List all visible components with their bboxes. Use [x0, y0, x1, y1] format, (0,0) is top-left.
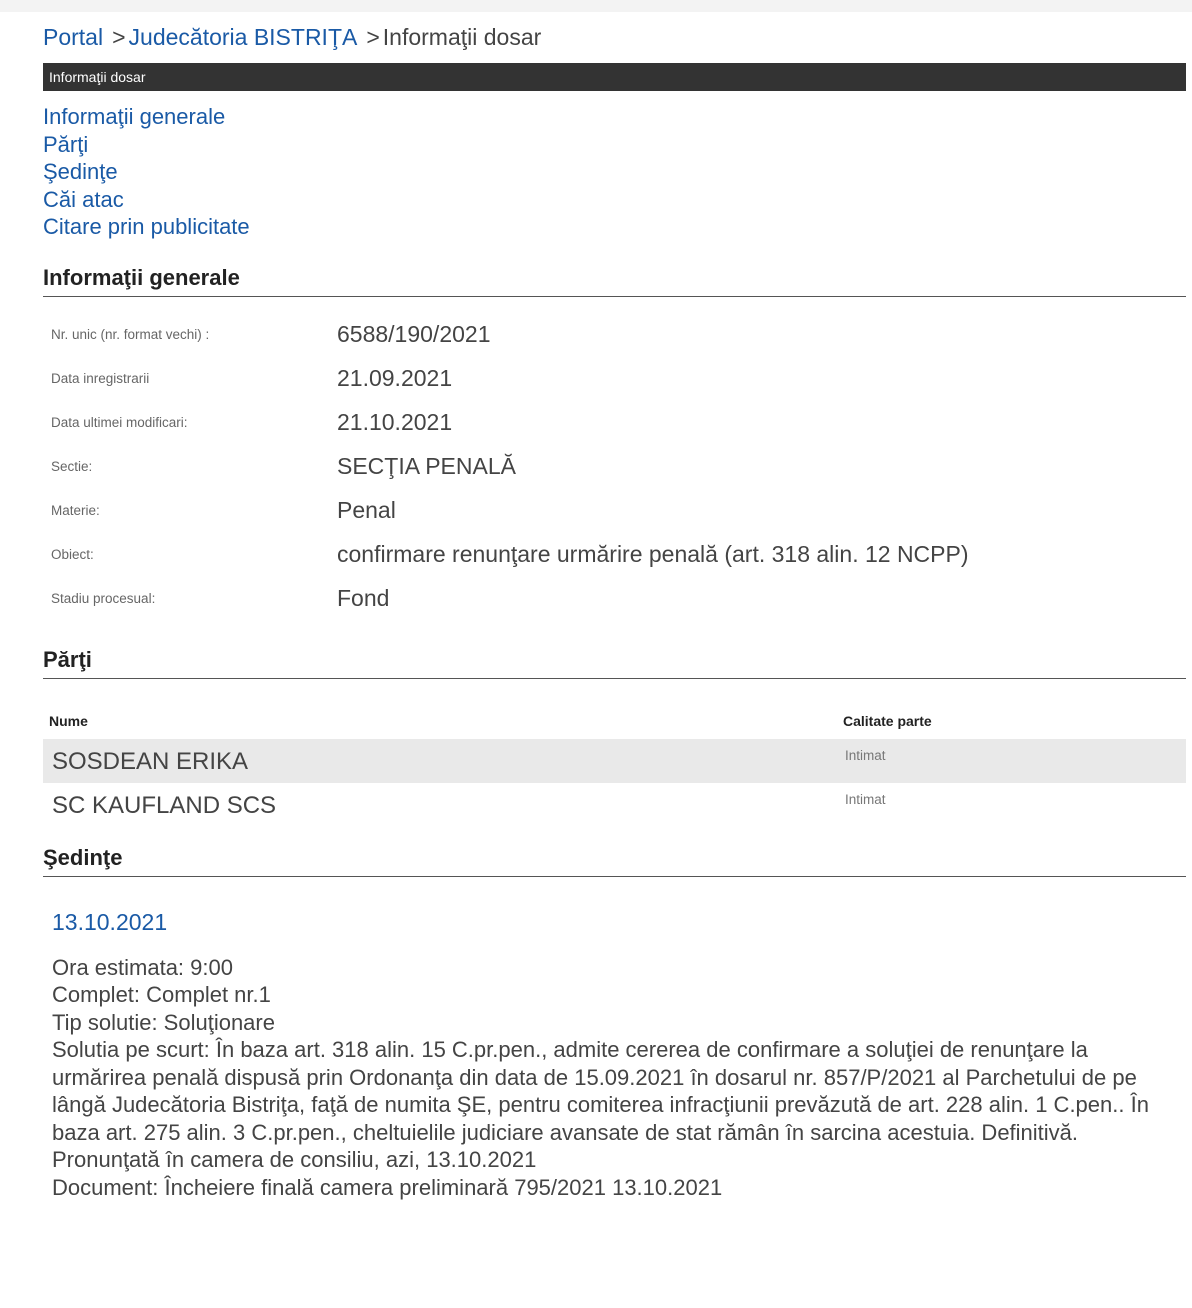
section-heading-sedinte: Şedinţe [43, 845, 1186, 877]
info-row-stadiu-procesual [51, 585, 1186, 629]
nav-link-sedinte[interactable]: Şedinţe [43, 159, 118, 184]
party-name: SOSDEAN ERIKA [52, 747, 249, 775]
breadcrumb-current: Informaţii dosar [382, 24, 542, 50]
nav-link-parti[interactable]: Părţi [43, 131, 89, 157]
party-role: Intimat [845, 791, 886, 807]
nav-link-informatii-generale[interactable]: Informaţii generale [43, 104, 226, 129]
breadcrumb-separator: > [112, 24, 126, 50]
nav-link-citare-prin-publicitate[interactable]: Citare prin publicitate [43, 214, 250, 239]
session-details [52, 954, 1177, 1202]
info-row-data-inregistrarii [51, 365, 1186, 409]
info-row-data-ultimei-modificari [51, 409, 1186, 453]
info-row-nr-unic [51, 321, 1186, 365]
column-header-nume: Nume [49, 712, 88, 729]
parties-table [43, 703, 1186, 827]
info-value: Penal [337, 496, 396, 523]
session-ora-estimata: Ora estimata: 9:00 [52, 954, 233, 980]
info-label: Nr. unic (nr. format vechi) : [51, 326, 210, 342]
section-heading-parti: Părţi [43, 647, 1186, 679]
column-header-calitate-parte: Calitate parte [843, 712, 932, 729]
general-info-table [51, 321, 1186, 629]
page-title-bar: Informaţii dosar [43, 63, 1186, 91]
page-content [43, 20, 1186, 1201]
info-label: Materie: [51, 502, 100, 518]
info-value: confirmare renunţare urmărire penală (art. 318 alin. 12 NCPP) [337, 540, 969, 567]
section-nav [43, 103, 1186, 241]
breadcrumb-portal-link[interactable]: Portal [43, 24, 104, 50]
info-label: Data inregistrarii [51, 370, 150, 386]
info-value: 21.10.2021 [337, 408, 453, 435]
info-label: Data ultimei modificari: [51, 414, 188, 430]
table-row [43, 739, 1186, 783]
info-label: Stadiu procesual: [51, 590, 156, 606]
info-row-materie [51, 497, 1186, 541]
session-item [52, 909, 1177, 1202]
session-complet: Complet: Complet nr.1 [52, 982, 271, 1007]
breadcrumb [43, 20, 1186, 54]
info-value: SECŢIA PENALĂ [337, 452, 516, 479]
section-heading-informatii-generale: Informaţii generale [43, 265, 1186, 297]
session-document: Document: Încheiere finală camera preliminară 795/2021 13.10.2021 [52, 1174, 723, 1200]
session-solutie-pe-scurt: Solutia pe scurt: În baza art. 318 alin. 15 C.pr.pen., admite cererea de confirmare a soluţiei de renunţare la urmărirea penală dispusă prin Ordonanţa din data de 15.09.2021 în dosarul nr. 857/P/2021 al Parchetului de pe lângă Judecătoria Bistriţa, faţă de numita ŞE, pentru comiterea infracţiunii prevăzută de art. 228 alin. 1 C.pen.. În baza art. 275 alin. 3 C.pr.pen., cheltuielile judiciare avansate de stat rămân în sarcina acestuia. Definitivă. Pronunţată în camera de consiliu, azi, 13.10.2021 [52, 1037, 1149, 1172]
breadcrumb-separator: > [366, 24, 380, 50]
table-row [43, 783, 1186, 827]
party-name: SC KAUFLAND SCS [52, 791, 277, 819]
info-value: 6588/190/2021 [337, 320, 491, 347]
info-label: Sectie: [51, 458, 93, 474]
session-date: 13.10.2021 [52, 908, 168, 935]
info-label: Obiect: [51, 546, 94, 562]
breadcrumb-court-link[interactable]: Judecătoria BISTRIŢA [128, 24, 358, 50]
parties-table-header [43, 703, 1186, 739]
session-tip-solutie: Tip solutie: Soluţionare [52, 1009, 275, 1035]
nav-link-cai-atac[interactable]: Căi atac [43, 186, 124, 212]
info-value: 21.09.2021 [337, 364, 453, 391]
top-strip [0, 0, 1192, 12]
info-value: Fond [337, 584, 390, 611]
info-row-sectie [51, 453, 1186, 497]
info-row-obiect [51, 541, 1186, 585]
party-role: Intimat [845, 747, 886, 763]
